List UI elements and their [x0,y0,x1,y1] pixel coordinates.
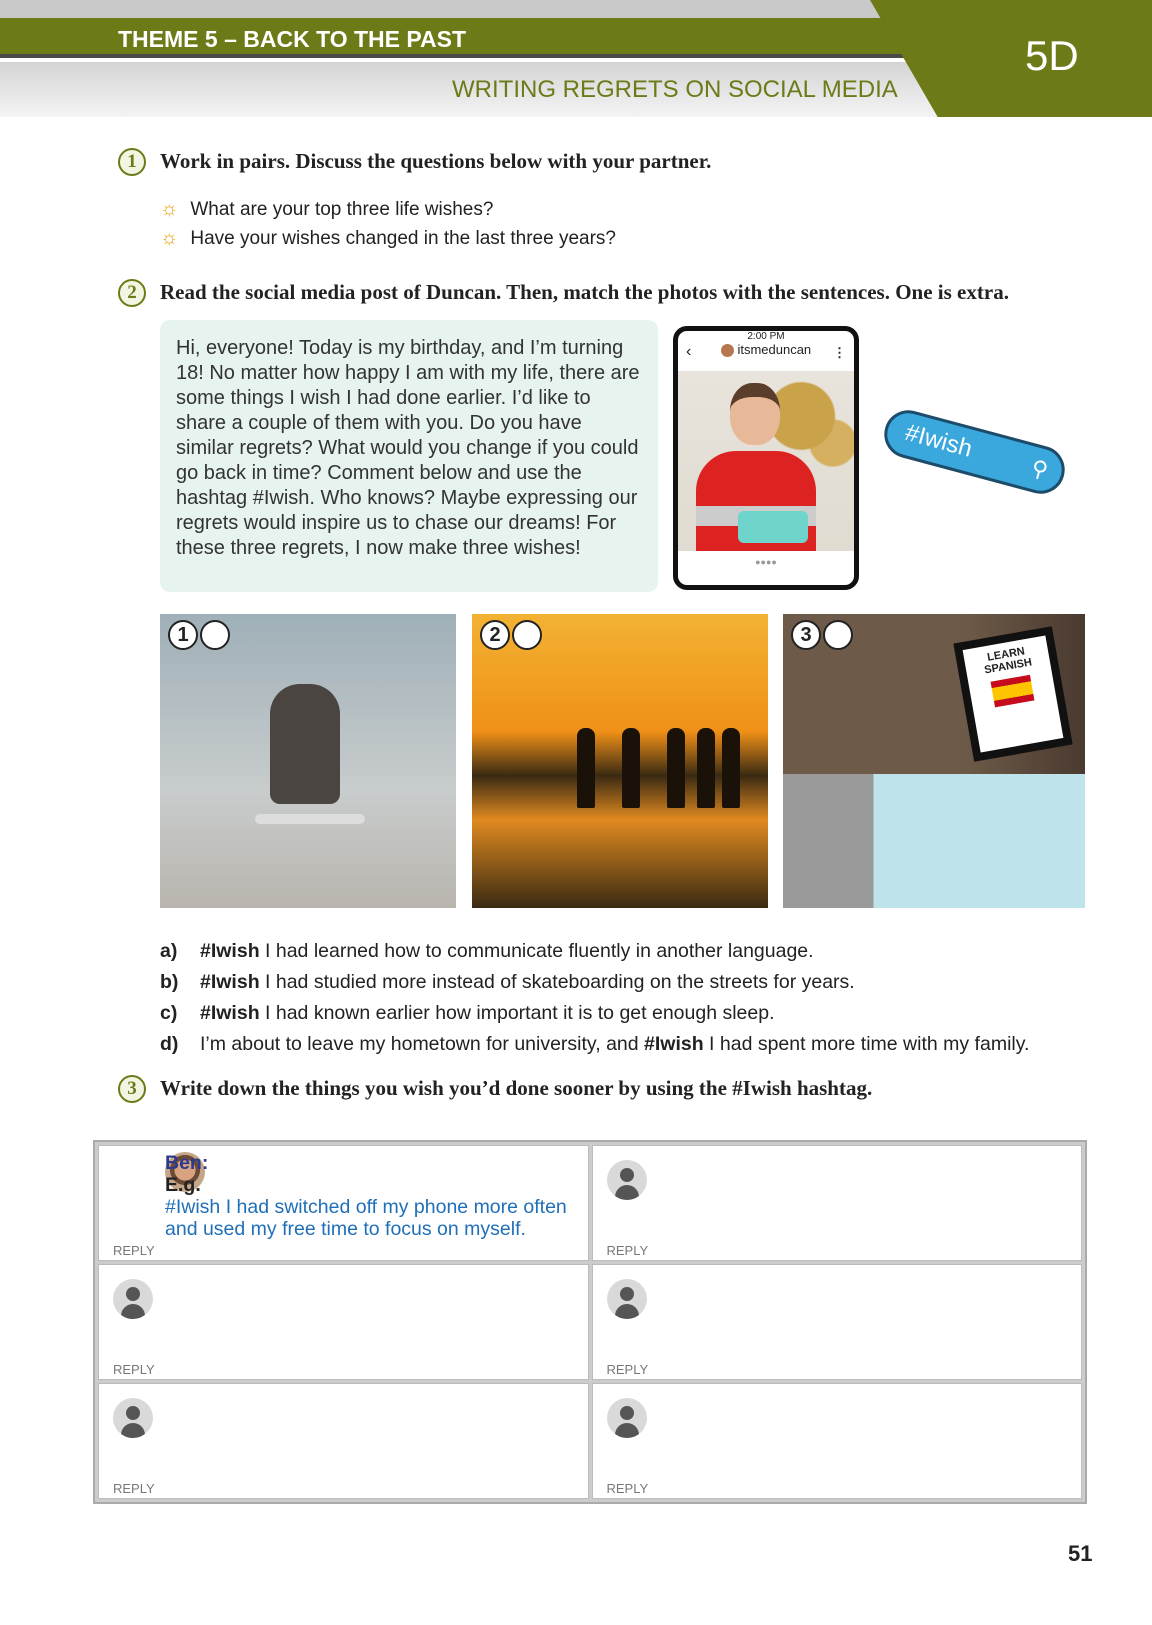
option-letter: a) [160,940,178,962]
photo-skateboarder [160,614,456,908]
sun-bullet-icon: ☼ [160,198,179,220]
option-hashtag: #Iwish [200,1002,260,1024]
option-hashtag: #Iwish [200,971,260,993]
page-number: 51 [1068,1541,1093,1566]
reply-grid [93,1140,1087,1504]
lesson-title: WRITING REGRETS ON SOCIAL MEDIA [452,76,898,103]
option-text: I had known earlier how important it is to get enough sleep. [259,1002,775,1024]
carousel-dots-icon: ●●●● [755,557,777,567]
question-text: What are your top three life wishes? [190,198,494,220]
reply-label[interactable]: REPLY [606,1481,649,1496]
more-options-icon[interactable]: ⋮ [833,345,846,360]
reply-label[interactable]: REPLY [113,1481,155,1496]
phone-status-bar [678,331,854,371]
user-avatar-icon [113,1398,153,1438]
user-avatar-icon [113,1279,153,1319]
user-avatar-icon [607,1160,647,1200]
option-hashtag: #Iwish [644,1033,704,1055]
option-text: I had spent more time with my family. [703,1033,1030,1055]
reply-label[interactable]: REPLY [606,1243,649,1258]
option-letter: b) [160,971,179,993]
search-icon: ⚲ [1028,454,1051,484]
example-name: Ben: [165,1152,209,1174]
reply-box[interactable] [98,1264,589,1380]
question-item [160,227,616,250]
reply-box[interactable] [592,1383,1083,1499]
hashtag-search-bubble [879,405,1070,499]
option-text: I had learned how to communicate fluently in another language. [259,940,814,962]
exercise-3-instruction: Write down the things you wish you’d done sooner by using the #Iwish hashtag. [160,1076,873,1100]
back-arrow-icon[interactable]: ‹ [686,343,692,360]
phone-mockup [673,326,859,590]
match-option [160,940,814,963]
reply-box[interactable] [592,1264,1083,1380]
sun-bullet-icon: ☼ [160,227,179,249]
answer-circle[interactable] [823,620,853,650]
option-text: I had studied more instead of skateboarding on the streets for years. [259,971,855,993]
match-option [160,971,855,994]
reply-label[interactable]: REPLY [606,1362,649,1377]
reply-box-example [98,1145,589,1261]
exercise-number: 2 [118,279,146,307]
match-option [160,1033,1029,1056]
exercise-number: 1 [118,148,146,176]
answer-circle[interactable] [512,620,542,650]
example-label: E.g. [165,1174,201,1196]
spain-flag-icon [991,675,1035,708]
user-avatar-icon [607,1279,647,1319]
exercise-1-instruction: Work in pairs. Discuss the questions below with your partner. [160,149,712,173]
photo-laptop-learning [783,614,1085,908]
option-letter: d) [160,1033,179,1055]
reply-label[interactable]: REPLY [113,1362,155,1377]
user-avatar-icon [607,1398,647,1438]
profile-username[interactable] [721,342,811,357]
birthday-photo [678,371,854,551]
exercise-number: 3 [118,1075,146,1103]
reply-box[interactable] [98,1383,589,1499]
photo-friends-beach-sunset [472,614,768,908]
theme-title: THEME 5 – BACK TO THE PAST [118,26,467,52]
social-post-text: Hi, everyone! Today is my birthday, and I’m turning 18! No matter how happy I am with my life, there are some things I wish I had done earlier. I’d like to share a couple of them with you. Do you have similar regrets? What would you change if you could go back in time? Comment below and use the hashtag #Iwish. Who knows? Maybe expressing our regrets would inspire us to chase our dreams! For these three regrets, I now make three wishes! [160,320,658,592]
exercise-2-instruction: Read the social media post of Duncan. Then, match the photos with the sentences. One is extra. [160,280,1009,304]
header-top-strip [0,0,880,18]
photo-number: 1 [168,620,198,650]
match-option [160,1002,775,1025]
hashtag-text: #Iwish [902,419,976,463]
photo-number: 2 [480,620,510,650]
profile-avatar [721,344,734,357]
question-item [160,198,493,221]
reply-label[interactable]: REPLY [113,1243,155,1258]
username-text: itsmeduncan [737,342,812,357]
unit-code: 5D [1025,32,1079,79]
option-hashtag: #Iwish [200,940,260,962]
question-text: Have your wishes changed in the last three years? [190,227,616,249]
option-text: I’m about to leave my hometown for university, and [200,1033,645,1055]
phone-time: 2:00 PM [747,331,785,342]
example-text: #Iwish I had switched off my phone more often and used my free time to focus on myself. [165,1196,567,1240]
photo-number: 3 [791,620,821,650]
laptop-screen-text: LEARN SPANISH [983,645,1033,677]
answer-circle[interactable] [200,620,230,650]
reply-box[interactable] [592,1145,1083,1261]
option-letter: c) [160,1002,178,1024]
